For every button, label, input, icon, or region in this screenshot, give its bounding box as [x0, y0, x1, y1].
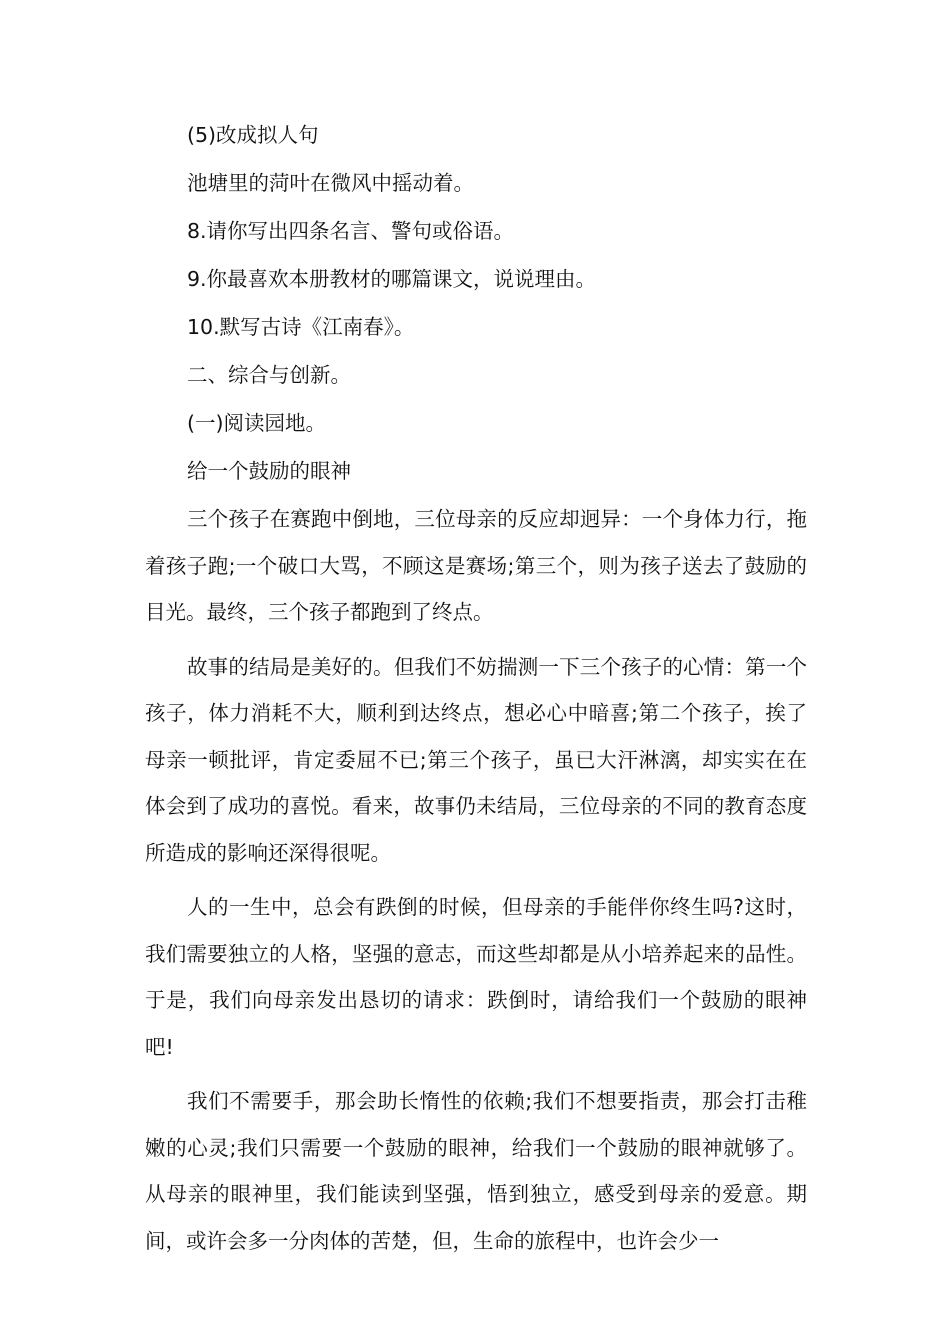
- reading-paragraph: 人的一生中，总会有跌倒的时候，但母亲的手能伴你终生吗?这时，我们需要独立的人格，坚强的意志，而这些却都是从小培养起来的品性。于是，我们向母亲发出恳切的请求：跌倒时，请给我们一个鼓励的眼神吧!: [145, 895, 807, 1059]
- document-body: [145, 112, 807, 1264]
- section-heading: 二、综合与创新。: [187, 363, 351, 387]
- question-sentence: 池塘里的菏叶在微风中摇动着。: [187, 171, 474, 195]
- reading-paragraph: 我们不需要手，那会助长惰性的依赖;我们不想要指责，那会打击稚嫩的心灵;我们只需要一个鼓励的眼神，给我们一个鼓励的眼神就够了。从母亲的眼神里，我们能读到坚强，悟到独立，感受到母亲的爱意。期间，或许会多一分肉体的苦楚，但，生命的旅程中，也许会少一: [145, 1089, 807, 1253]
- question-heading: (5)改成拟人句: [187, 123, 319, 147]
- question-item: 8.请你写出四条名言、警句或俗语。: [187, 219, 515, 243]
- question-item: 10.默写古诗《江南春》。: [187, 315, 415, 339]
- subsection-heading: (一)阅读园地。: [187, 411, 326, 435]
- reading-title: 给一个鼓励的眼神: [187, 459, 351, 483]
- question-item: 9.你最喜欢本册教材的哪篇课文，说说理由。: [187, 267, 597, 291]
- reading-paragraph: 三个孩子在赛跑中倒地，三位母亲的反应却迥异：一个身体力行，拖着孩子跑;一个破口大骂，不顾这是赛场;第三个，则为孩子送去了鼓励的目光。最终，三个孩子都跑到了终点。: [145, 507, 807, 624]
- reading-paragraph: 故事的结局是美好的。但我们不妨揣测一下三个孩子的心情：第一个孩子，体力消耗不大，顺利到达终点，想必心中暗喜;第二个孩子，挨了母亲一顿批评，肯定委屈不已;第三个孩子，虽已大汗淋漓，却实实在在体会到了成功的喜悦。看来，故事仍未结局，三位母亲的不同的教育态度所造成的影响还深得很呢。: [145, 654, 807, 865]
